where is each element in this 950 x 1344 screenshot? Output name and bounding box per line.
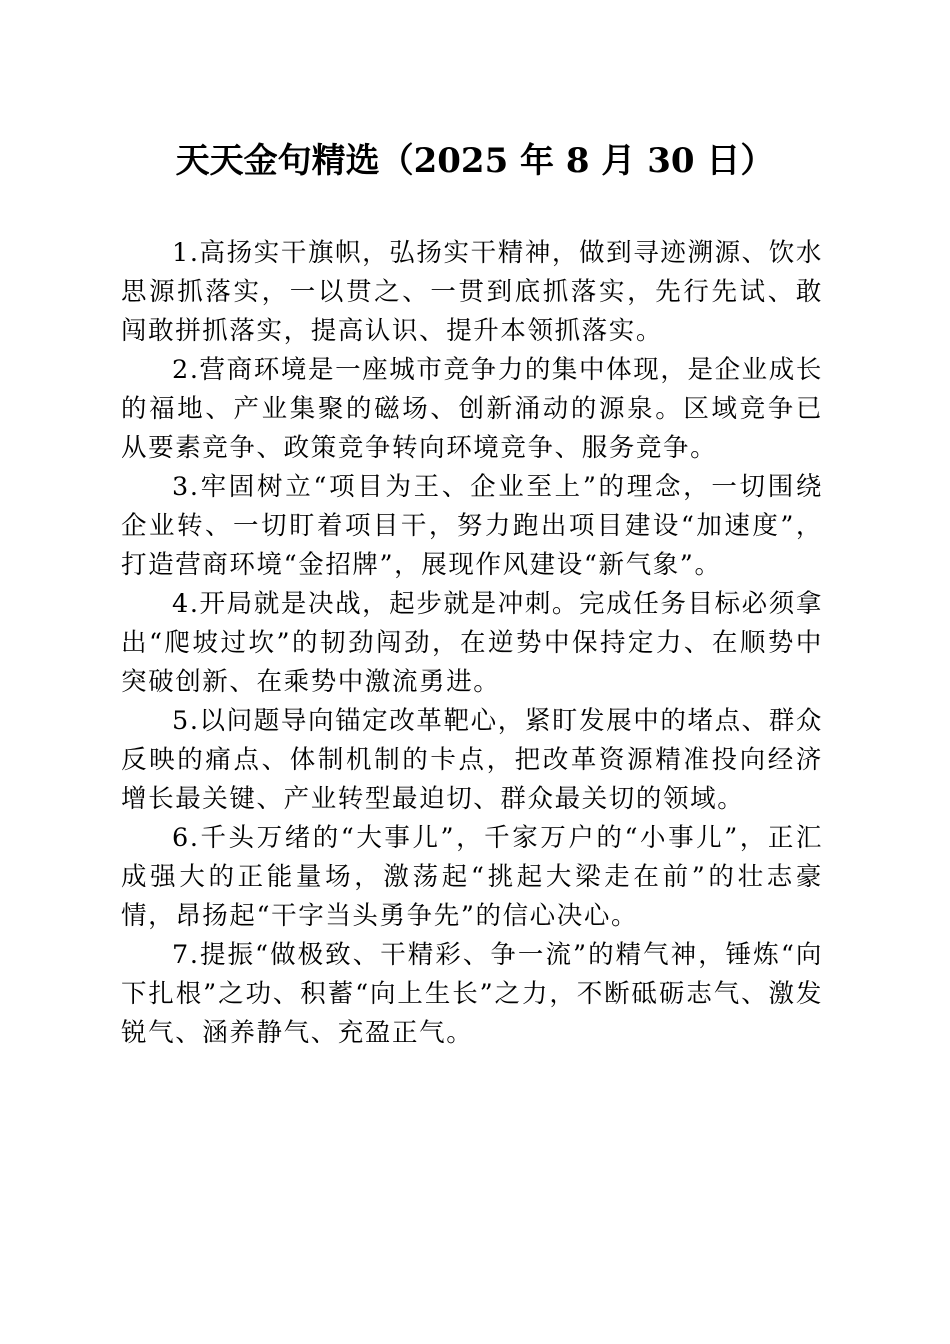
- paragraph-7: 7.提振“做极致、干精彩、争一流”的精气神，锤炼“向下扎根”之功、积蓄“向上生长”之力，不断砥砺志气、激发锐气、涵养静气、充盈正气。: [121, 940, 823, 1048]
- paragraph-6: 6.千头万绪的“大事儿”，千家万户的“小事儿”，正汇成强大的正能量场，激荡起“挑起大梁走在前”的壮志豪情，昂扬起“干字当头勇争先”的信心决心。: [121, 823, 823, 931]
- document-body: [121, 234, 823, 1053]
- document-title: 天天金句精选（2025 年 8 月 30 日）: [175, 141, 775, 181]
- paragraph-1: 1.高扬实干旗帜，弘扬实干精神，做到寻迹溯源、饮水思源抓落实，一以贯之、一贯到底抓落实，先行先试、敢闯敢拼抓落实，提高认识、提升本领抓落实。: [121, 238, 823, 346]
- paragraph-3: 3.牢固树立“项目为王、企业至上”的理念，一切围绕企业转、一切盯着项目干，努力跑出项目建设“加速度”，打造营商环境“金招牌”，展现作风建设“新气象”。: [121, 472, 823, 580]
- paragraph-4: 4.开局就是决战，起步就是冲刺。完成任务目标必须拿出“爬坡过坎”的韧劲闯劲，在逆势中保持定力、在顺势中突破创新、在乘势中激流勇进。: [121, 589, 823, 697]
- paragraph-2: 2.营商环境是一座城市竞争力的集中体现，是企业成长的福地、产业集聚的磁场、创新涌动的源泉。区域竞争已从要素竞争、政策竞争转向环境竞争、服务竞争。: [121, 355, 823, 463]
- paragraph-5: 5.以问题导向锚定改革靶心，紧盯发展中的堵点、群众反映的痛点、体制机制的卡点，把改革资源精准投向经济增长最关键、产业转型最迫切、群众最关切的领域。: [121, 706, 823, 814]
